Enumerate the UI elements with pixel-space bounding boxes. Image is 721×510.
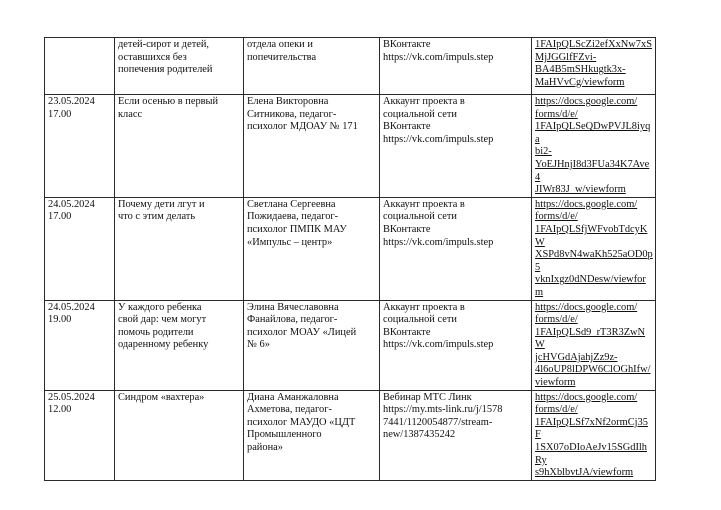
registration-link[interactable]: https://docs.google.com/ forms/d/e/ 1FAIpQLSfjWFvobTdcyKW XSPd8vN4waKh525aOD0p5 vknIxgz0dNDesw/viewform	[535, 198, 653, 298]
date-cell	[45, 38, 115, 95]
date-cell: 25.05.2024 12.00	[45, 390, 115, 480]
topic-cell: Если осенью в первый класс	[115, 95, 244, 198]
table-row	[45, 197, 656, 300]
speaker-cell: Светлана Сергеевна Пожидаева, педагог- психолог ПМПК МАУ «Импульс – центр»	[244, 197, 380, 300]
venue-cell: Аккаунт проекта в социальной сети ВКонтакте https://vk.com/impuls.step	[380, 197, 532, 300]
registration-link[interactable]: https://docs.google.com/ forms/d/e/ 1FAIpQLSd9_rT3R3ZwNW jcHVGdAjahjZz9z- 4l6oUP8lDPW6ClOGhIfw/ viewform	[535, 301, 651, 389]
registration-link[interactable]: https://docs.google.com/ forms/d/e/ 1FAIpQLSeQDwPVJL8iyqa bi2- YoEJHnjI8d3FUa34K7Ave4 JIWr83J_w/viewform	[535, 96, 651, 196]
events-table	[44, 37, 656, 481]
venue-cell: Вебинар МТС Линк https://my.mts-link.ru/j/1578 7441/1120054877/stream- new/1387435242	[380, 390, 532, 480]
table-row	[45, 95, 656, 198]
table-row	[45, 390, 656, 480]
table-row	[45, 300, 656, 390]
registration-link[interactable]: 1FAIpQLScZi2efXxNw7xS MjJGGlfFZvi- BA4B5mSHkugtk3x- MaHVvCg/viewform	[535, 39, 652, 88]
registration-link[interactable]: https://docs.google.com/ forms/d/e/ 1FAIpQLSf7xNf2ormCj35F 1SX07oDIoAeJv15SGdIlhRy s9hXblbvtJA/viewform	[535, 391, 648, 479]
venue-cell: ВКонтакте https://vk.com/impuls.step	[380, 38, 532, 95]
registration-link-cell	[532, 300, 656, 390]
registration-link-cell	[532, 390, 656, 480]
venue-cell: Аккаунт проекта в социальной сети ВКонтакте https://vk.com/impuls.step	[380, 300, 532, 390]
topic-cell: детей-сирот и детей, оставшихся без попечения родителей	[115, 38, 244, 95]
topic-cell: Синдром «вахтера»	[115, 390, 244, 480]
table-row	[45, 38, 656, 95]
date-cell: 24.05.2024 17.00	[45, 197, 115, 300]
speaker-cell: отдела опеки и попечительства	[244, 38, 380, 95]
registration-link-cell	[532, 95, 656, 198]
speaker-cell: Елена Викторовна Ситникова, педагог- психолог МДОАУ № 171	[244, 95, 380, 198]
registration-link-cell	[532, 38, 656, 95]
date-cell: 23.05.2024 17.00	[45, 95, 115, 198]
topic-cell: У каждого ребенка свой дар: чем могут помочь родители одаренному ребенку	[115, 300, 244, 390]
registration-link-cell	[532, 197, 656, 300]
speaker-cell: Диана Аманжаловна Ахметова, педагог- психолог МАУДО «ЦДТ Промышленного района»	[244, 390, 380, 480]
topic-cell: Почему дети лгут и что с этим делать	[115, 197, 244, 300]
speaker-cell: Элина Вячеславовна Фанайлова, педагог- психолог МОАУ «Лицей № 6»	[244, 300, 380, 390]
date-cell: 24.05.2024 19.00	[45, 300, 115, 390]
venue-cell: Аккаунт проекта в социальной сети ВКонтакте https://vk.com/impuls.step	[380, 95, 532, 198]
